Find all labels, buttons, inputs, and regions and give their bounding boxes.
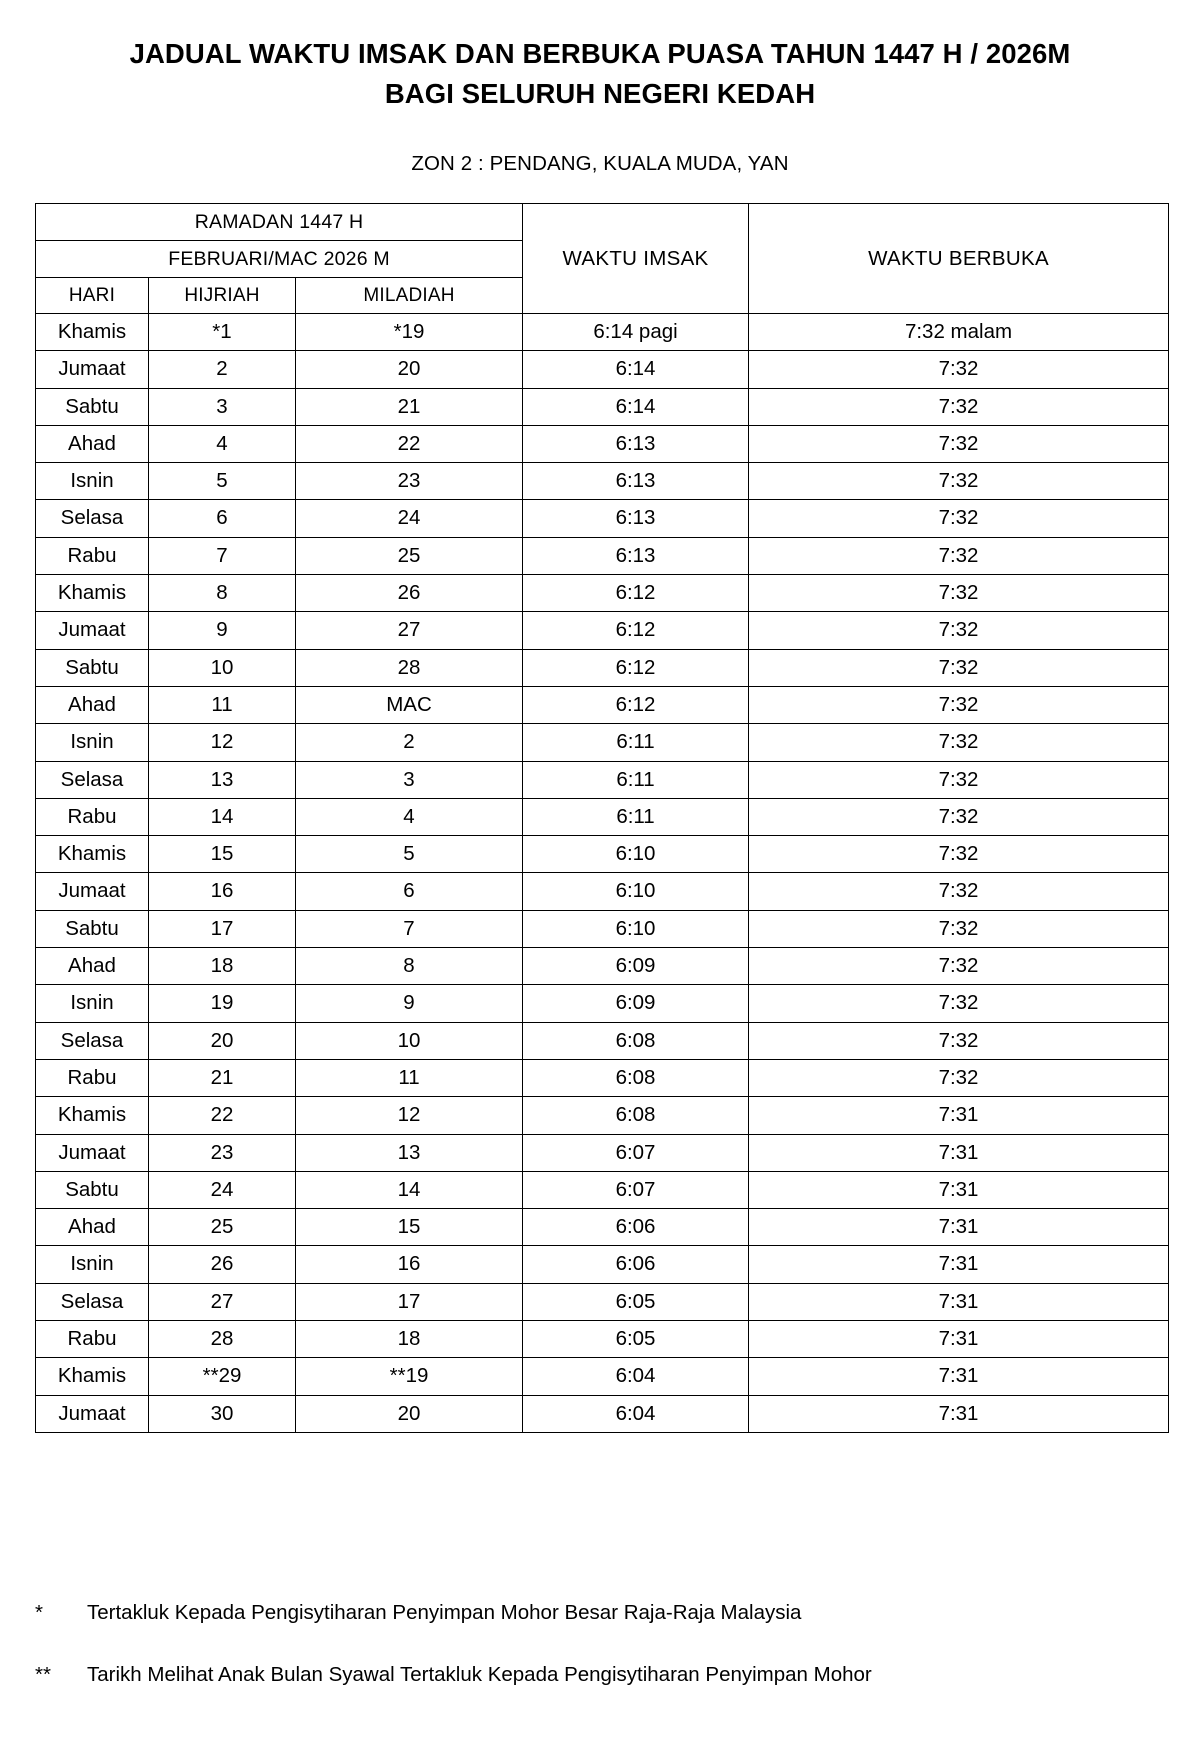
cell-waktu-imsak: 6:06: [523, 1209, 749, 1246]
cell-waktu-berbuka: 7:32: [749, 686, 1169, 723]
cell-miladiah: 15: [296, 1209, 523, 1246]
cell-waktu-berbuka: 7:32: [749, 388, 1169, 425]
footnote-text: Tarikh Melihat Anak Bulan Syawal Tertakluk Kepada Pengisytiharan Penyimpan Mohor: [87, 1662, 872, 1686]
table-row: [36, 873, 1169, 910]
cell-miladiah: 20: [296, 351, 523, 388]
cell-miladiah: 8: [296, 948, 523, 985]
cell-hari: Jumaat: [36, 1134, 149, 1171]
cell-waktu-berbuka: 7:32: [749, 948, 1169, 985]
table-body: [36, 314, 1169, 1433]
table-row: [36, 1321, 1169, 1358]
table-row: [36, 836, 1169, 873]
page-title-line-1: JADUAL WAKTU IMSAK DAN BERBUKA PUASA TAHUN 1447 H / 2026M: [129, 38, 1071, 69]
cell-hari: Isnin: [36, 724, 149, 761]
table-row: [36, 388, 1169, 425]
cell-waktu-berbuka: 7:32: [749, 1059, 1169, 1096]
header-gregorian-months: FEBRUARI/MAC 2026 M: [36, 241, 523, 278]
cell-hijriah: 30: [149, 1395, 296, 1432]
cell-waktu-imsak: 6:10: [523, 910, 749, 947]
cell-waktu-berbuka: 7:32: [749, 761, 1169, 798]
table-row: [36, 500, 1169, 537]
cell-hari: Ahad: [36, 425, 149, 462]
cell-hari: Sabtu: [36, 649, 149, 686]
footnote: [35, 1662, 1168, 1689]
cell-hijriah: 26: [149, 1246, 296, 1283]
cell-waktu-berbuka: 7:32: [749, 649, 1169, 686]
cell-hari: Khamis: [36, 836, 149, 873]
cell-miladiah: **19: [296, 1358, 523, 1395]
cell-waktu-berbuka: 7:31: [749, 1171, 1169, 1208]
cell-hari: Khamis: [36, 1097, 149, 1134]
cell-hari: Rabu: [36, 798, 149, 835]
cell-miladiah: 24: [296, 500, 523, 537]
cell-waktu-berbuka: 7:32: [749, 612, 1169, 649]
cell-hijriah: 22: [149, 1097, 296, 1134]
cell-miladiah: 21: [296, 388, 523, 425]
cell-miladiah: 7: [296, 910, 523, 947]
cell-waktu-berbuka: 7:32: [749, 1022, 1169, 1059]
cell-hijriah: 14: [149, 798, 296, 835]
cell-hari: Isnin: [36, 985, 149, 1022]
cell-hijriah: 8: [149, 575, 296, 612]
cell-hijriah: 12: [149, 724, 296, 761]
cell-waktu-berbuka: 7:32: [749, 910, 1169, 947]
footnote-marker: **: [35, 1662, 51, 1686]
cell-waktu-imsak: 6:12: [523, 575, 749, 612]
cell-hijriah: 4: [149, 425, 296, 462]
table-row: [36, 463, 1169, 500]
cell-waktu-imsak: 6:14: [523, 388, 749, 425]
cell-miladiah: 6: [296, 873, 523, 910]
table-row: [36, 1246, 1169, 1283]
table-row: [36, 425, 1169, 462]
table-header-row-1: [36, 204, 1169, 241]
header-hijriah: HIJRIAH: [149, 278, 296, 314]
cell-hari: Khamis: [36, 575, 149, 612]
cell-waktu-berbuka: 7:32: [749, 985, 1169, 1022]
cell-hijriah: 16: [149, 873, 296, 910]
table-row: [36, 1395, 1169, 1432]
table-row: [36, 1097, 1169, 1134]
cell-waktu-imsak: 6:11: [523, 761, 749, 798]
table-row: [36, 798, 1169, 835]
table-row: [36, 314, 1169, 351]
table-row: [36, 985, 1169, 1022]
cell-waktu-berbuka: 7:32: [749, 798, 1169, 835]
cell-hari: Jumaat: [36, 612, 149, 649]
table-row: [36, 612, 1169, 649]
cell-hari: Rabu: [36, 1059, 149, 1096]
cell-waktu-imsak: 6:12: [523, 686, 749, 723]
cell-hijriah: 25: [149, 1209, 296, 1246]
cell-waktu-imsak: 6:11: [523, 724, 749, 761]
cell-miladiah: 10: [296, 1022, 523, 1059]
cell-miladiah: 22: [296, 425, 523, 462]
cell-waktu-imsak: 6:13: [523, 463, 749, 500]
cell-hari: Sabtu: [36, 910, 149, 947]
cell-waktu-berbuka: 7:32: [749, 537, 1169, 574]
cell-hari: Jumaat: [36, 351, 149, 388]
table-row: [36, 1283, 1169, 1320]
table-row: [36, 537, 1169, 574]
timetable-container: [35, 203, 1168, 1433]
table-row: [36, 1358, 1169, 1395]
footnote-marker: *: [35, 1601, 43, 1624]
cell-hijriah: 17: [149, 910, 296, 947]
cell-hijriah: 2: [149, 351, 296, 388]
cell-waktu-imsak: 6:05: [523, 1283, 749, 1320]
cell-miladiah: 4: [296, 798, 523, 835]
cell-waktu-imsak: 6:10: [523, 873, 749, 910]
cell-miladiah: 27: [296, 612, 523, 649]
cell-hari: Jumaat: [36, 873, 149, 910]
cell-waktu-imsak: 6:07: [523, 1134, 749, 1171]
zone-subtitle: ZON 2 : PENDANG, KUALA MUDA, YAN: [411, 151, 789, 175]
cell-waktu-imsak: 6:07: [523, 1171, 749, 1208]
cell-hijriah: 21: [149, 1059, 296, 1096]
table-row: [36, 1022, 1169, 1059]
cell-hijriah: 19: [149, 985, 296, 1022]
page-header: [0, 0, 1200, 176]
cell-miladiah: 3: [296, 761, 523, 798]
cell-miladiah: 14: [296, 1171, 523, 1208]
cell-miladiah: 12: [296, 1097, 523, 1134]
cell-waktu-berbuka: 7:32: [749, 836, 1169, 873]
cell-waktu-imsak: 6:08: [523, 1022, 749, 1059]
cell-miladiah: 2: [296, 724, 523, 761]
cell-hijriah: 5: [149, 463, 296, 500]
cell-waktu-imsak: 6:08: [523, 1097, 749, 1134]
cell-waktu-imsak: 6:09: [523, 948, 749, 985]
cell-waktu-berbuka: 7:32: [749, 724, 1169, 761]
cell-waktu-berbuka: 7:31: [749, 1097, 1169, 1134]
cell-waktu-berbuka: 7:32: [749, 351, 1169, 388]
cell-waktu-imsak: 6:14 pagi: [523, 314, 749, 351]
cell-hari: Sabtu: [36, 1171, 149, 1208]
cell-miladiah: *19: [296, 314, 523, 351]
cell-waktu-imsak: 6:12: [523, 649, 749, 686]
header-miladiah: MILADIAH: [296, 278, 523, 314]
cell-hijriah: 13: [149, 761, 296, 798]
footnote: [35, 1600, 1168, 1627]
cell-hari: Isnin: [36, 1246, 149, 1283]
cell-hijriah: 27: [149, 1283, 296, 1320]
table-row: [36, 761, 1169, 798]
table-row: [36, 686, 1169, 723]
cell-miladiah: 11: [296, 1059, 523, 1096]
cell-hijriah: 15: [149, 836, 296, 873]
cell-waktu-berbuka: 7:31: [749, 1246, 1169, 1283]
cell-hari: Selasa: [36, 761, 149, 798]
cell-hijriah: **29: [149, 1358, 296, 1395]
cell-waktu-imsak: 6:10: [523, 836, 749, 873]
cell-hari: Isnin: [36, 463, 149, 500]
cell-hijriah: *1: [149, 314, 296, 351]
cell-hijriah: 6: [149, 500, 296, 537]
table-row: [36, 948, 1169, 985]
cell-miladiah: 18: [296, 1321, 523, 1358]
cell-waktu-berbuka: 7:31: [749, 1358, 1169, 1395]
cell-miladiah: 20: [296, 1395, 523, 1432]
cell-waktu-imsak: 6:04: [523, 1358, 749, 1395]
cell-waktu-imsak: 6:13: [523, 500, 749, 537]
cell-hari: Ahad: [36, 948, 149, 985]
cell-miladiah: 13: [296, 1134, 523, 1171]
cell-hijriah: 23: [149, 1134, 296, 1171]
cell-hijriah: 9: [149, 612, 296, 649]
cell-hari: Selasa: [36, 500, 149, 537]
table-row: [36, 649, 1169, 686]
cell-waktu-imsak: 6:06: [523, 1246, 749, 1283]
cell-hijriah: 7: [149, 537, 296, 574]
table-row: [36, 1209, 1169, 1246]
cell-hari: Selasa: [36, 1283, 149, 1320]
table-row: [36, 910, 1169, 947]
cell-miladiah: 5: [296, 836, 523, 873]
cell-hari: Ahad: [36, 1209, 149, 1246]
cell-waktu-berbuka: 7:32: [749, 575, 1169, 612]
cell-hijriah: 10: [149, 649, 296, 686]
table-row: [36, 724, 1169, 761]
cell-hari: Ahad: [36, 686, 149, 723]
cell-hari: Khamis: [36, 1358, 149, 1395]
cell-hijriah: 28: [149, 1321, 296, 1358]
cell-waktu-berbuka: 7:31: [749, 1395, 1169, 1432]
cell-miladiah: 17: [296, 1283, 523, 1320]
table-row: [36, 351, 1169, 388]
cell-miladiah: 16: [296, 1246, 523, 1283]
cell-waktu-berbuka: 7:31: [749, 1209, 1169, 1246]
cell-miladiah: 28: [296, 649, 523, 686]
cell-waktu-imsak: 6:13: [523, 537, 749, 574]
cell-hijriah: 18: [149, 948, 296, 985]
cell-waktu-imsak: 6:08: [523, 1059, 749, 1096]
cell-miladiah: MAC: [296, 686, 523, 723]
cell-hari: Jumaat: [36, 1395, 149, 1432]
table-row: [36, 575, 1169, 612]
cell-hijriah: 11: [149, 686, 296, 723]
cell-waktu-imsak: 6:04: [523, 1395, 749, 1432]
header-ramadan-hijri: RAMADAN 1447 H: [36, 204, 523, 241]
cell-hari: Sabtu: [36, 388, 149, 425]
cell-waktu-berbuka: 7:32 malam: [749, 314, 1169, 351]
cell-hijriah: 24: [149, 1171, 296, 1208]
cell-waktu-berbuka: 7:31: [749, 1283, 1169, 1320]
cell-hijriah: 3: [149, 388, 296, 425]
cell-miladiah: 25: [296, 537, 523, 574]
footnotes-section: [35, 1600, 1168, 1723]
cell-waktu-imsak: 6:13: [523, 425, 749, 462]
table-head: [36, 204, 1169, 314]
cell-waktu-imsak: 6:09: [523, 985, 749, 1022]
table-row: [36, 1171, 1169, 1208]
header-waktu-imsak: WAKTU IMSAK: [523, 204, 749, 314]
cell-hari: Khamis: [36, 314, 149, 351]
cell-hari: Rabu: [36, 1321, 149, 1358]
cell-miladiah: 9: [296, 985, 523, 1022]
footnote-text: Tertakluk Kepada Pengisytiharan Penyimpan Mohor Besar Raja-Raja Malaysia: [87, 1601, 802, 1624]
header-waktu-berbuka: WAKTU BERBUKA: [749, 204, 1169, 314]
cell-waktu-imsak: 6:11: [523, 798, 749, 835]
cell-waktu-berbuka: 7:32: [749, 425, 1169, 462]
cell-waktu-berbuka: 7:32: [749, 463, 1169, 500]
cell-waktu-berbuka: 7:31: [749, 1134, 1169, 1171]
cell-waktu-imsak: 6:14: [523, 351, 749, 388]
table-row: [36, 1059, 1169, 1096]
page-title-line-2: BAGI SELURUH NEGERI KEDAH: [384, 77, 816, 109]
cell-waktu-imsak: 6:05: [523, 1321, 749, 1358]
cell-waktu-berbuka: 7:32: [749, 500, 1169, 537]
cell-miladiah: 23: [296, 463, 523, 500]
cell-hari: Rabu: [36, 537, 149, 574]
cell-waktu-imsak: 6:12: [523, 612, 749, 649]
cell-hijriah: 20: [149, 1022, 296, 1059]
cell-hari: Selasa: [36, 1022, 149, 1059]
cell-waktu-berbuka: 7:32: [749, 873, 1169, 910]
prayer-timetable: [35, 203, 1169, 1433]
cell-waktu-berbuka: 7:31: [749, 1321, 1169, 1358]
cell-miladiah: 26: [296, 575, 523, 612]
header-hari: HARI: [36, 278, 149, 314]
table-row: [36, 1134, 1169, 1171]
